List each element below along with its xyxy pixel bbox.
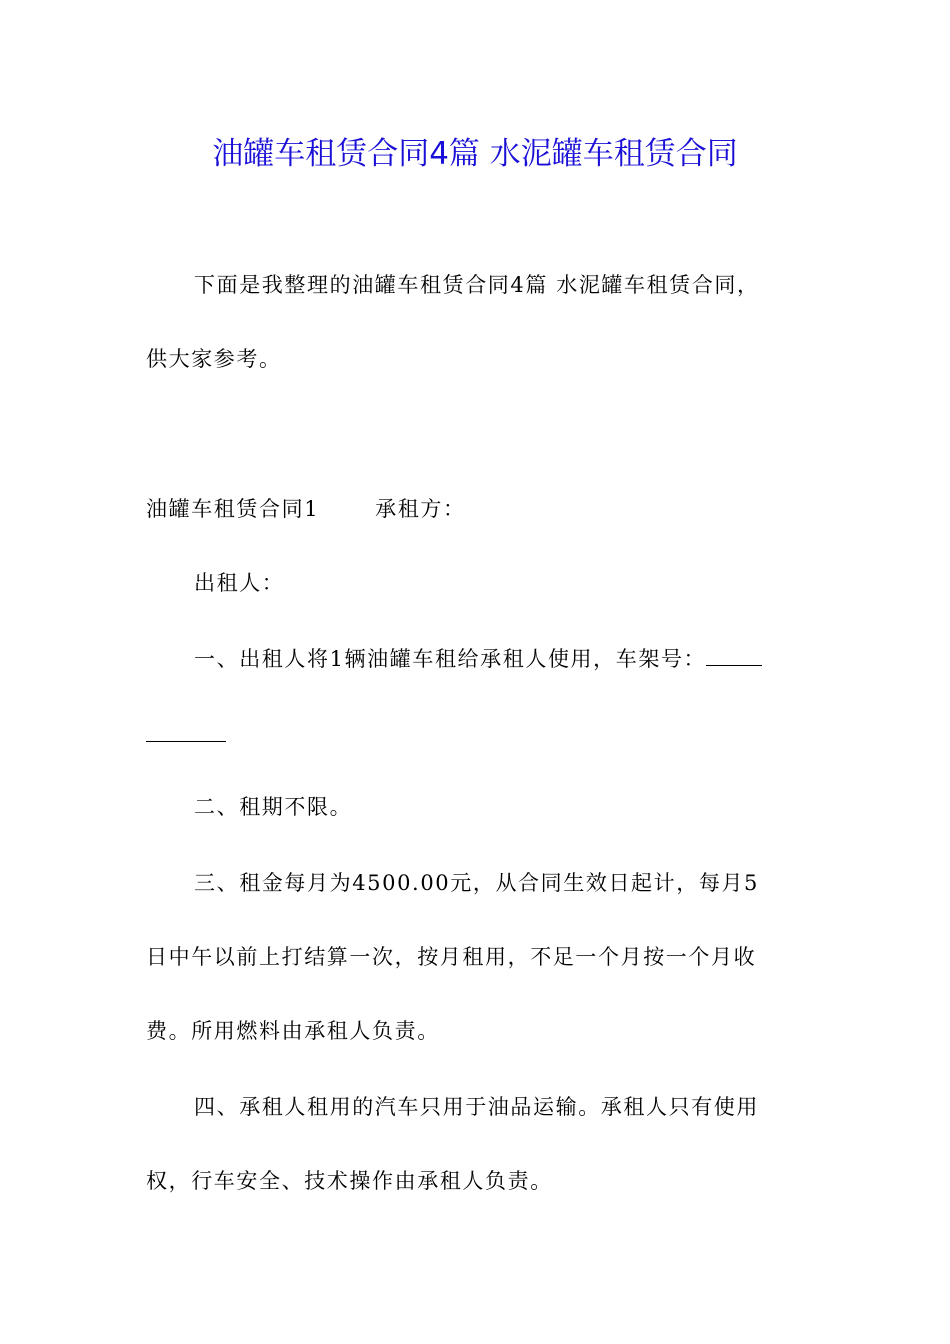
clause-1-row: [194, 644, 816, 674]
section-heading: 油罐车租赁合同1: [146, 497, 320, 521]
clause-3-line-2: 日中午以前上打结算一次，按月租用，不足一个月按一个月收: [146, 945, 757, 969]
lessee-label: 承租方：: [375, 497, 466, 521]
lessor-label: 出租人：: [194, 571, 285, 595]
vin-blank-field-continued[interactable]: [146, 721, 226, 742]
document-title: 油罐车租赁合同4篇 水泥罐车租赁合同: [212, 136, 738, 172]
clause-4-line-2: 权，行车安全、技术操作由承租人负责。: [146, 1169, 553, 1193]
clause-4-line-1: 四、承租人租用的汽车只用于油品运输。承租人只有使用: [194, 1095, 759, 1119]
clause-1-line-2: [146, 720, 816, 750]
clause-2: 二、租期不限。: [194, 795, 353, 819]
clause-1-line-1: 一、出租人将1辆油罐车租给承租人使用，车架号：: [194, 647, 707, 671]
intro-line-2: 供大家参考。: [146, 347, 282, 371]
vin-blank-field[interactable]: [706, 645, 762, 666]
intro-line-1: 下面是我整理的油罐车租赁合同4篇 水泥罐车租赁合同，: [194, 273, 760, 297]
clause-3-line-3: 费。所用燃料由承租人负责。: [146, 1019, 440, 1043]
clause-3-line-1: 三、租金每月为4500.00元，从合同生效日起计，每月5: [194, 871, 759, 895]
section-heading-row: [146, 494, 816, 524]
